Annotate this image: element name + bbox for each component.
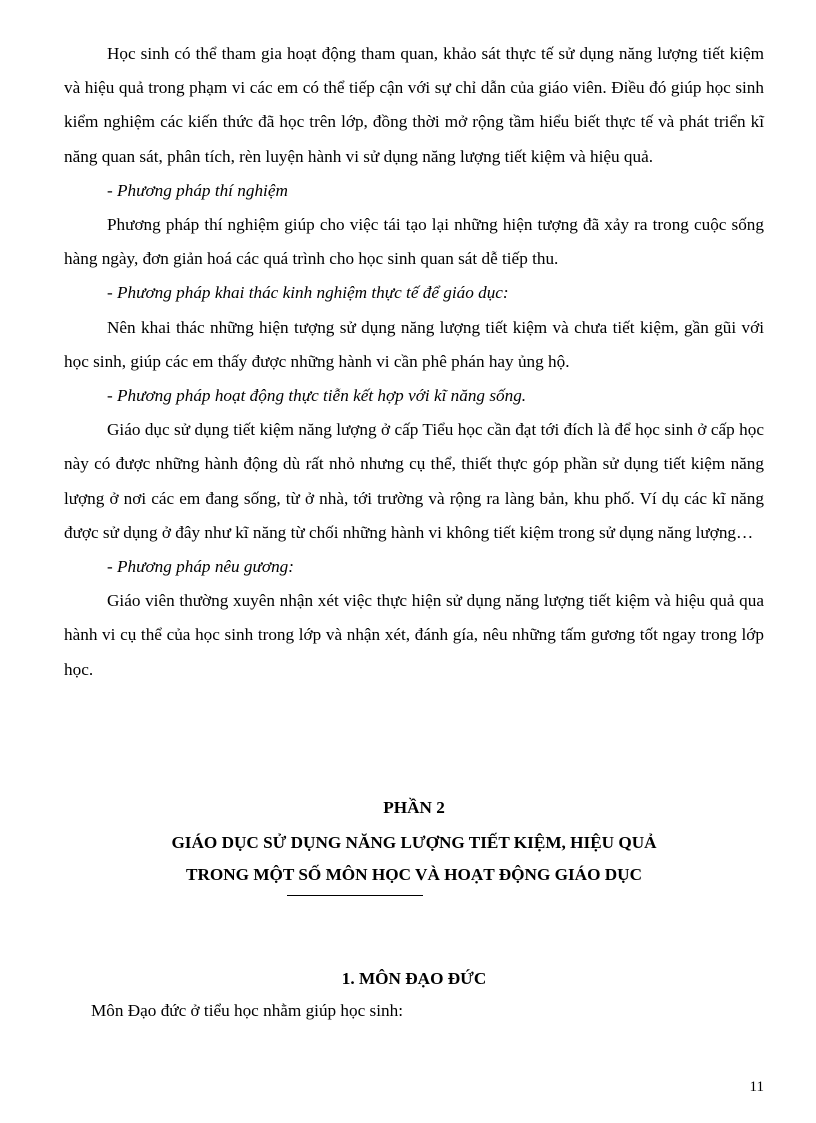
title-underline-divider xyxy=(287,895,423,896)
body-text xyxy=(64,37,764,687)
paragraph-field-trip: Học sinh có thể tham gia hoạt động tham quan, khảo sát thực tế sử dụng năng lượng tiết kiệm và hiệu quả trong phạm vi các em có thể tiếp cận với sự chỉ dẫn của giáo viên. Điều đó giúp học sinh kiểm nghiệm các kiến thức đã học trên lớp, đồng thời mở rộng tầm hiểu biết thực tế và phát triển kĩ năng quan sát, phân tích, rèn luyện hành vi sử dụng năng lượng tiết kiệm và hiệu quả. xyxy=(64,44,764,166)
page-number: 11 xyxy=(749,1079,764,1095)
paragraph-experiment: Phương pháp thí nghiệm giúp cho việc tái tạo lại những hiện tượng đã xảy ra trong cuộc sống hàng ngày, đơn giản hoá các quá trình cho học sinh quan sát dễ tiếp thu. xyxy=(64,215,764,269)
paragraph-practice: Giáo dục sử dụng tiết kiệm năng lượng ở cấp Tiểu học cần đạt tới đích là để học sinh ở cấp học này có được những hành động dù rất nhỏ nhưng cụ thể, thiết thực góp phần sử dụng tiết kiệm năng lượng ở nơi các em đang sống, từ ở nhà, tới trường và rộng ra làng bản, khu phố. Ví dụ các kĩ năng được sử dụng ở đây như kĩ năng từ chối những hành vi không tiết kiệm trong sử dụng năng lượng… xyxy=(64,420,764,542)
part-title-line-1: GIÁO DỤC SỬ DỤNG NĂNG LƯỢNG TIẾT KIỆM, HIỆU QUẢ xyxy=(171,833,657,852)
paragraph-example: Giáo viên thường xuyên nhận xét việc thực hiện sử dụng năng lượng tiết kiệm và hiệu quả qua hành vi cụ thể của học sinh trong lớp và nhận xét, đánh gía, nêu những tấm gương tốt ngay trong lớp học. xyxy=(64,591,764,679)
method-heading-experience: - Phương pháp khai thác kinh nghiệm thực tế để giáo dục: xyxy=(107,283,509,303)
part-label: PHẦN 2 xyxy=(383,798,445,817)
method-heading-practice: - Phương pháp hoạt động thực tiễn kết hợp với kĩ năng sống. xyxy=(107,386,527,406)
method-heading-example: - Phương pháp nêu gương: xyxy=(107,557,294,577)
paragraph-experience: Nên khai thác những hiện tượng sử dụng năng lượng tiết kiệm và chưa tiết kiệm, gần gũi với học sinh, giúp các em thấy được những hành vi cần phê phán hay ủng hộ. xyxy=(64,317,764,371)
subsection-heading: 1. MÔN ĐẠO ĐỨC xyxy=(341,969,487,988)
subsection-intro: Môn Đạo đức ở tiểu học nhằm giúp học sinh: xyxy=(91,1001,403,1020)
part-title-line-2: TRONG MỘT SỐ MÔN HỌC VÀ HOẠT ĐỘNG GIÁO DỤC xyxy=(186,865,642,884)
method-heading-experiment: - Phương pháp thí nghiệm xyxy=(107,180,288,200)
